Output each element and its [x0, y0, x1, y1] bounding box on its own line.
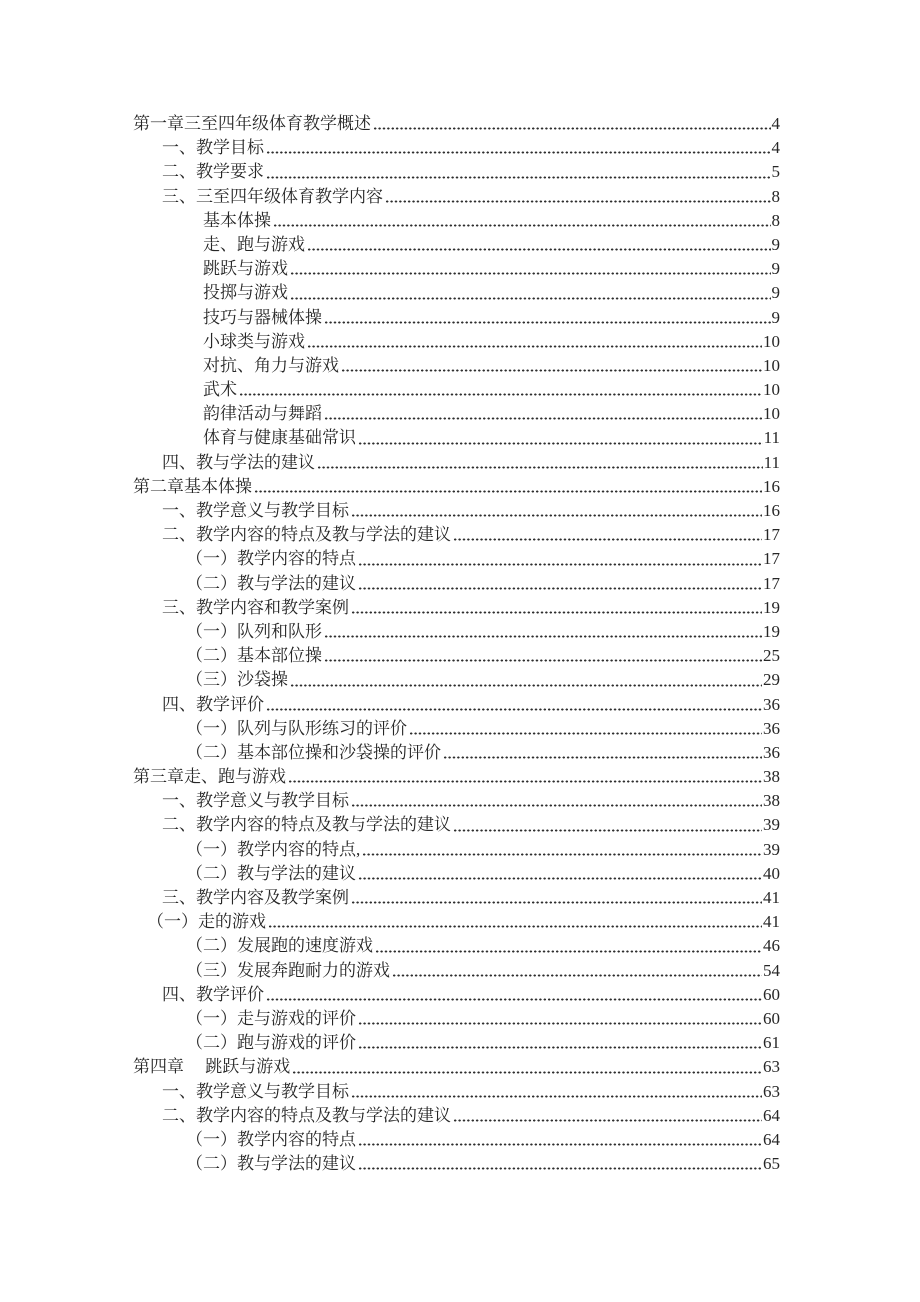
- toc-entry-page: 46: [763, 936, 780, 956]
- toc-entry-page: 36: [763, 718, 780, 738]
- toc-entry-page: 39: [763, 839, 780, 859]
- toc-entry-page: 61: [763, 1033, 780, 1053]
- toc-entry-page: 10: [763, 404, 780, 424]
- dot-leader: [358, 1031, 762, 1055]
- toc-entry-title[interactable]: 一、教学意义与教学目标: [162, 501, 349, 520]
- dot-leader: [358, 572, 762, 596]
- toc-entry[interactable]: [133, 1152, 780, 1176]
- dot-leader: [266, 983, 762, 1007]
- toc-entry[interactable]: [133, 1104, 780, 1128]
- toc-entry-title[interactable]: 一、教学意义与教学目标: [162, 791, 349, 811]
- toc-entry-title[interactable]: 体育与健康基础常识: [203, 428, 356, 448]
- toc-entry-page: 60: [763, 1008, 780, 1028]
- toc-entry-page: 63: [763, 1081, 780, 1101]
- toc-entry[interactable]: [133, 112, 780, 136]
- toc-entry-title[interactable]: （一）教学内容的特点,: [186, 839, 361, 859]
- dot-leader: [324, 402, 762, 426]
- toc-entry-title[interactable]: 对抗、角力与游戏: [203, 355, 339, 375]
- toc-entry-title[interactable]: 四、教学评价: [162, 694, 264, 714]
- toc-entry-title[interactable]: 四、教与学法的建议: [162, 452, 315, 472]
- dot-leader: [266, 693, 762, 717]
- toc-entry[interactable]: [133, 185, 780, 209]
- toc-entry-title[interactable]: 小球类与游戏: [203, 331, 305, 351]
- toc-entry-page: 65: [763, 1154, 780, 1174]
- dot-leader: [358, 862, 762, 886]
- dot-leader: [266, 136, 771, 160]
- toc-entry-page: 8: [771, 210, 780, 230]
- toc-entry[interactable]: [133, 426, 780, 450]
- toc-entry[interactable]: [133, 209, 780, 233]
- toc-entry[interactable]: [133, 1080, 780, 1104]
- toc-entry[interactable]: [133, 354, 780, 378]
- toc-entry-page: 10: [763, 355, 780, 375]
- toc-entry-title[interactable]: 一、教学目标: [162, 138, 264, 158]
- toc-entry-page: 16: [763, 476, 780, 496]
- dot-leader: [341, 354, 762, 378]
- toc-entry-page: 10: [763, 380, 780, 400]
- toc-entry-page: 41: [763, 912, 780, 932]
- toc-entry-page: 4: [771, 138, 780, 158]
- toc-entry[interactable]: [133, 257, 780, 281]
- toc-entry-title[interactable]: 韵律活动与舞蹈: [203, 404, 322, 424]
- toc-entry[interactable]: [133, 596, 780, 620]
- toc-entry[interactable]: [133, 306, 780, 330]
- toc-entry-page: 10: [763, 331, 780, 351]
- toc-entry-page: 29: [763, 670, 780, 690]
- toc-entry-title[interactable]: 第三章走、跑与游戏: [133, 767, 286, 787]
- toc-entry[interactable]: [133, 1007, 780, 1031]
- toc-entry-title[interactable]: 二、教学要求: [162, 162, 264, 182]
- dot-leader: [290, 668, 762, 692]
- toc-entry-page: 9: [771, 259, 780, 279]
- dot-leader: [358, 547, 762, 571]
- toc-entry-page: 17: [763, 525, 780, 545]
- toc-entry-title[interactable]: 基本体操: [203, 210, 271, 230]
- toc-entry-title[interactable]: （二）跑与游戏的评价: [186, 1033, 356, 1053]
- dot-leader: [239, 378, 762, 402]
- dot-leader: [358, 1128, 762, 1152]
- toc-entry-title[interactable]: （三）沙袋操: [186, 670, 288, 690]
- dot-leader: [351, 1080, 762, 1104]
- toc-entry[interactable]: [133, 693, 780, 717]
- toc-entry[interactable]: [133, 281, 780, 305]
- toc-entry-title[interactable]: 技巧与器械体操: [203, 307, 322, 327]
- toc-entry[interactable]: [133, 668, 780, 692]
- dot-leader: [292, 1055, 762, 1079]
- dot-leader: [358, 1007, 762, 1031]
- toc-entry[interactable]: [133, 838, 780, 862]
- dot-leader: [307, 233, 771, 257]
- toc-entry-page: 36: [763, 742, 780, 762]
- toc-entry[interactable]: [133, 644, 780, 668]
- toc-entry-page: 38: [763, 767, 780, 787]
- toc-entry[interactable]: [133, 983, 780, 1007]
- toc-entry[interactable]: [133, 934, 780, 958]
- toc-entry-title[interactable]: 三、教学内容及教学案例: [162, 888, 349, 907]
- dot-leader: [324, 306, 771, 330]
- toc-entry-page: 63: [763, 1057, 780, 1077]
- dot-leader: [266, 160, 771, 184]
- dot-leader: [254, 475, 762, 499]
- dot-leader: [290, 281, 771, 305]
- toc-entry-page: 16: [763, 501, 780, 520]
- toc-entry[interactable]: [133, 475, 780, 499]
- dot-leader: [362, 838, 762, 862]
- toc-entry-title[interactable]: 第二章基本体操: [133, 476, 252, 496]
- toc-entry-page: 38: [763, 791, 780, 811]
- dot-leader: [307, 330, 762, 354]
- toc-entry[interactable]: [133, 620, 780, 644]
- toc-entry-page: 9: [771, 307, 780, 327]
- toc-entry-page: 17: [763, 573, 780, 593]
- dot-leader: [375, 934, 762, 958]
- dot-leader: [358, 1152, 762, 1176]
- dot-leader: [443, 741, 762, 765]
- toc-entry-title[interactable]: 第一章三至四年级体育教学概述: [133, 114, 371, 133]
- toc-entry-title[interactable]: （二）教与学法的建议: [186, 573, 356, 593]
- toc-entry-title[interactable]: （一）走与游戏的评价: [186, 1008, 356, 1028]
- toc-entry-page: 54: [763, 960, 780, 980]
- toc-entry-title[interactable]: （二）教与学法的建议: [186, 863, 356, 883]
- toc-entry[interactable]: [133, 959, 780, 983]
- toc-entry-page: 41: [763, 888, 780, 907]
- dot-leader: [358, 426, 763, 450]
- toc-entry[interactable]: [133, 910, 780, 934]
- toc-entry-title[interactable]: （二）教与学法的建议: [186, 1154, 356, 1174]
- toc-entry-title[interactable]: 走、跑与游戏: [203, 234, 305, 254]
- dot-leader: [290, 257, 771, 281]
- toc-entry[interactable]: [133, 378, 780, 402]
- toc-entry-page: 8: [771, 186, 780, 206]
- toc-entry[interactable]: [133, 160, 780, 184]
- toc-entry[interactable]: [133, 572, 780, 596]
- toc-entry[interactable]: [133, 1128, 780, 1152]
- dot-leader: [392, 959, 762, 983]
- toc-entry[interactable]: [133, 1031, 780, 1055]
- toc-entry[interactable]: [133, 233, 780, 257]
- toc-entry-page: 39: [763, 815, 780, 835]
- toc-entry-title[interactable]: 投掷与游戏: [203, 283, 288, 303]
- toc-entry[interactable]: [133, 330, 780, 354]
- toc-entry-page: 11: [763, 452, 780, 472]
- toc-entry-title[interactable]: （一）教学内容的特点: [186, 1129, 356, 1149]
- toc-entry-page: 60: [763, 984, 780, 1004]
- toc-entry[interactable]: [133, 886, 780, 910]
- dot-leader: [351, 789, 762, 813]
- toc-entry[interactable]: [133, 765, 780, 789]
- toc-entry-title[interactable]: 二、教学内容的特点及教与学法的建议: [162, 815, 451, 835]
- toc-entry-title[interactable]: （一）队列和队形: [186, 621, 322, 641]
- toc-entry-page: 9: [771, 283, 780, 303]
- toc-entry-page: 9: [771, 234, 780, 254]
- toc-entry[interactable]: [133, 789, 780, 813]
- toc-entry-title[interactable]: 二、教学内容的特点及教与学法的建议: [162, 1105, 451, 1125]
- toc-entry-page: 64: [763, 1129, 780, 1149]
- dot-leader: [409, 717, 762, 741]
- toc-entry-page: 40: [763, 863, 780, 883]
- dot-leader: [351, 596, 762, 620]
- toc-entry[interactable]: [133, 741, 780, 765]
- toc-entry-title[interactable]: 三、教学内容和教学案例: [162, 597, 349, 617]
- toc-entry-page: 25: [763, 646, 780, 666]
- toc-entry-page: 17: [763, 549, 780, 569]
- toc-entry-title[interactable]: （一）教学内容的特点: [186, 549, 356, 569]
- toc-entry[interactable]: [133, 136, 780, 160]
- toc-entry[interactable]: [133, 862, 780, 886]
- dot-leader: [373, 112, 771, 136]
- toc-entry[interactable]: [133, 547, 780, 571]
- toc-entry-page: 4: [771, 114, 780, 133]
- toc-entry-page: 5: [771, 162, 780, 182]
- toc-entry-title[interactable]: 跳跃与游戏: [203, 259, 288, 279]
- toc-entry-title[interactable]: 四、教学评价: [162, 984, 264, 1004]
- toc-entry[interactable]: [133, 717, 780, 741]
- toc-entry[interactable]: [133, 402, 780, 426]
- toc-entry-title[interactable]: （三）发展奔跑耐力的游戏: [186, 960, 390, 980]
- dot-leader: [317, 451, 763, 475]
- toc-entry-page: 64: [763, 1105, 780, 1125]
- toc-entry[interactable]: [133, 451, 780, 475]
- toc-entry-title[interactable]: （一）队列与队形练习的评价: [186, 718, 407, 738]
- toc-entry[interactable]: [133, 1055, 780, 1079]
- toc-entry[interactable]: [133, 523, 780, 547]
- toc-entry-title[interactable]: （一）走的游戏: [147, 912, 266, 932]
- toc-entry-title[interactable]: 一、教学意义与教学目标: [162, 1081, 349, 1101]
- toc-entry-page: 19: [763, 597, 780, 617]
- toc-entry-title[interactable]: （二）基本部位操和沙袋操的评价: [186, 742, 441, 762]
- toc-entry[interactable]: [133, 499, 780, 523]
- toc-list: [133, 112, 780, 1176]
- dot-leader: [453, 1104, 762, 1128]
- dot-leader: [273, 209, 771, 233]
- dot-leader: [351, 499, 762, 523]
- toc-entry-title[interactable]: （二）基本部位操: [186, 646, 322, 666]
- toc-entry-page: 36: [763, 694, 780, 714]
- dot-leader: [288, 765, 762, 789]
- toc-entry-title[interactable]: 三、三至四年级体育教学内容: [162, 186, 383, 206]
- dot-leader: [453, 813, 762, 837]
- dot-leader: [324, 644, 762, 668]
- toc-entry-title[interactable]: 第四章 跳跃与游戏: [133, 1057, 291, 1077]
- toc-entry-page: 19: [763, 621, 780, 641]
- dot-leader: [453, 523, 762, 547]
- toc-entry-title[interactable]: 武术: [203, 380, 237, 400]
- dot-leader: [324, 620, 762, 644]
- toc-entry-title[interactable]: （二）发展跑的速度游戏: [186, 936, 373, 956]
- toc-entry[interactable]: [133, 813, 780, 837]
- dot-leader: [268, 910, 762, 934]
- dot-leader: [385, 185, 771, 209]
- toc-entry-title[interactable]: 二、教学内容的特点及教与学法的建议: [162, 525, 451, 545]
- toc-entry-page: 11: [763, 428, 780, 448]
- dot-leader: [351, 886, 762, 910]
